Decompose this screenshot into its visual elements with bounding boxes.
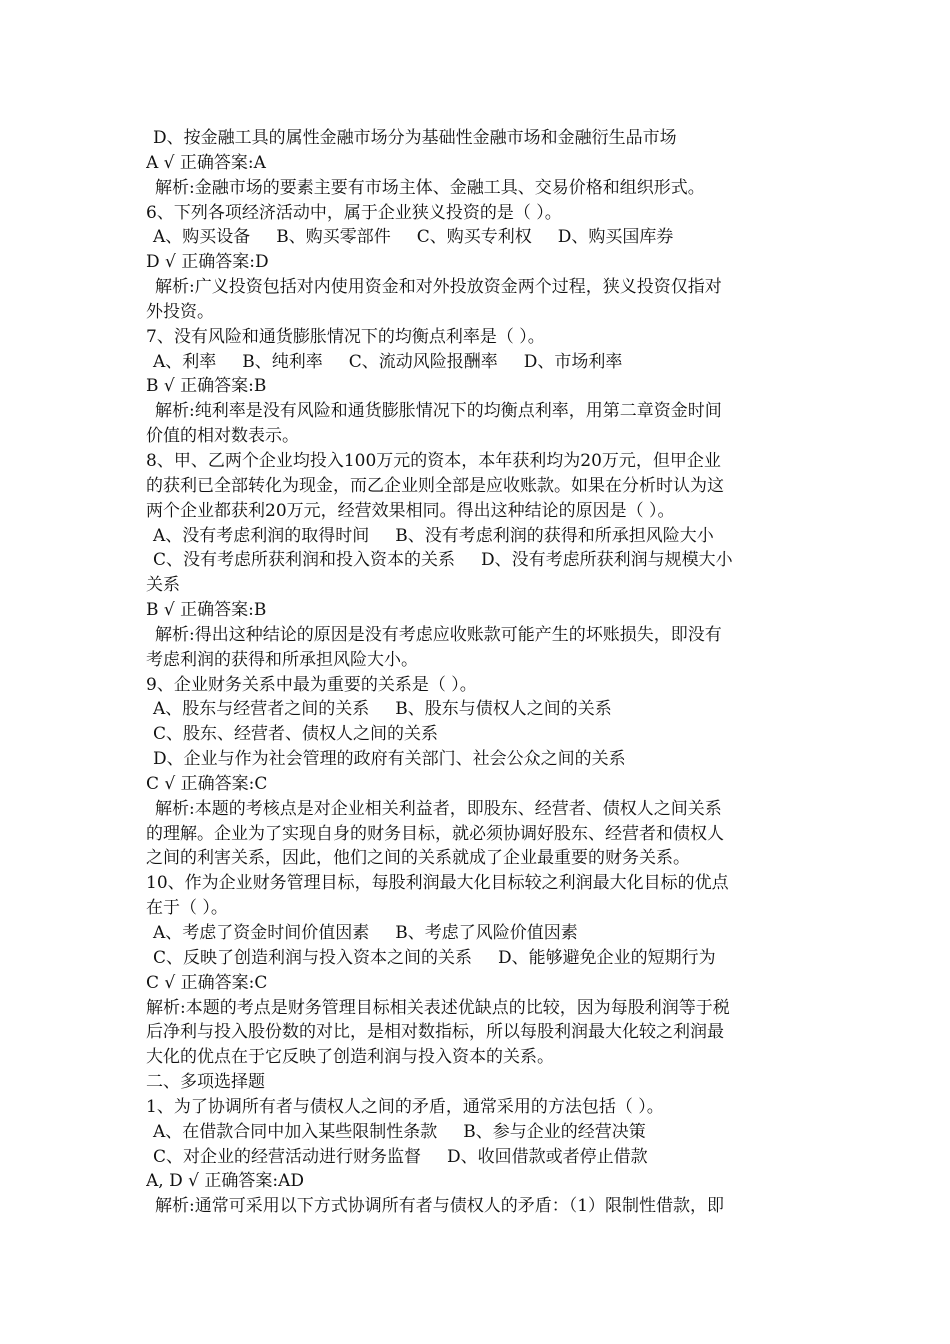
option-item: B、纯利率 bbox=[242, 351, 323, 372]
option-item: A、考虑了资金时间价值因素 bbox=[153, 923, 370, 943]
explain-line: 外投资。 bbox=[146, 301, 214, 322]
explain-line: 解析:纯利率是没有风险和通货膨胀情况下的均衡点利率，用第二章资金时间 bbox=[155, 401, 722, 422]
option-line: C、股东、经营者、债权人之间的关系 bbox=[153, 724, 439, 745]
option-item: D、购买国库券 bbox=[557, 227, 674, 248]
answer-line: B √ 正确答案:B bbox=[146, 600, 267, 621]
options-line bbox=[146, 1120, 810, 1145]
explain-line: 的理解。企业为了实现自身的财务目标，就必须协调好股东、经营者和债权人 bbox=[146, 823, 724, 844]
option-item: D、没有考虑所获利润与规模大小 bbox=[481, 550, 733, 571]
option-item: C、没有考虑所获利润和投入资本的关系 bbox=[153, 550, 456, 571]
options-line bbox=[146, 1145, 810, 1170]
explain-line: 大化的优点在于它反映了创造利润与投入资本的关系。 bbox=[146, 1047, 554, 1068]
question-line: 8、甲、乙两个企业均投入100万元的资本，本年获利均为20万元，但甲企业 bbox=[146, 450, 721, 471]
explain-line: 解析:得出这种结论的原因是没有考虑应收账款可能产生的坏账损失，即没有 bbox=[155, 624, 722, 645]
option-line: D、企业与作为社会管理的政府有关部门、社会公众之间的关系 bbox=[153, 749, 626, 770]
option-item: C、对企业的经营活动进行财务监督 bbox=[153, 1146, 422, 1167]
option-item: C、反映了创造利润与投入资本之间的关系 bbox=[153, 947, 473, 968]
answer-line: D √ 正确答案:D bbox=[146, 252, 269, 273]
option-item: D、能够避免企业的短期行为 bbox=[498, 947, 716, 968]
question-line: 9、企业财务关系中最为重要的关系是（ ）。 bbox=[146, 674, 477, 695]
heading-line: 二、多项选择题 bbox=[146, 1072, 265, 1093]
option-item: A、没有考虑利润的取得时间 bbox=[153, 525, 370, 546]
explain-line: 解析:本题的考点是财务管理目标相关表述优缺点的比较，因为每股利润等于税 bbox=[146, 997, 730, 1018]
question-line: 在于（ ）。 bbox=[146, 898, 228, 919]
options-line bbox=[146, 350, 810, 375]
option-item: A、在借款合同中加入某些限制性条款 bbox=[153, 1121, 438, 1142]
option-item: B、购买零部件 bbox=[276, 227, 391, 248]
explain-line: 解析:本题的考核点是对企业相关利益者，即股东、经营者、债权人之间关系 bbox=[155, 798, 722, 819]
explain-line: 考虑利润的获得和所承担风险大小。 bbox=[146, 649, 418, 670]
options-line bbox=[146, 225, 810, 250]
option-item: D、市场利率 bbox=[523, 351, 623, 372]
explain-line: 解析:通常可采用以下方式协调所有者与债权人的矛盾：（1）限制性借款，即 bbox=[155, 1196, 725, 1217]
answer-line: A, D √ 正确答案:AD bbox=[146, 1171, 304, 1192]
answer-line: C √ 正确答案:C bbox=[146, 773, 268, 794]
explain-line: 之间的利害关系，因此，他们之间的关系就成了企业最重要的财务关系。 bbox=[146, 848, 690, 869]
question-line: 10、作为企业财务管理目标，每股利润最大化目标较之利润最大化目标的优点 bbox=[146, 873, 729, 894]
options-line bbox=[146, 548, 810, 573]
options-line bbox=[146, 697, 810, 722]
option-item: C、流动风险报酬率 bbox=[348, 351, 498, 372]
option-item: B、没有考虑利润的获得和所承担风险大小 bbox=[395, 525, 714, 546]
explain-line: 解析:金融市场的要素主要有市场主体、金融工具、交易价格和组织形式。 bbox=[155, 177, 705, 198]
question-line: 6、下列各项经济活动中，属于企业狭义投资的是（ ）。 bbox=[146, 202, 562, 223]
option-item: C、购买专利权 bbox=[416, 227, 532, 248]
options-line bbox=[146, 921, 810, 946]
option-item: A、股东与经营者之间的关系 bbox=[153, 699, 370, 720]
option-item: B、股东与债权人之间的关系 bbox=[395, 699, 612, 720]
option-item: A、购买设备 bbox=[153, 227, 251, 248]
option-item: B、参与企业的经营决策 bbox=[463, 1121, 646, 1142]
question-line: 7、没有风险和通货膨胀情况下的均衡点利率是（ ）。 bbox=[146, 326, 545, 347]
option-line: D、按金融工具的属性金融市场分为基础性金融市场和金融衍生品市场 bbox=[153, 128, 677, 148]
option-item: A、利率 bbox=[153, 351, 217, 372]
option-line: 关系 bbox=[146, 575, 180, 596]
explain-line: 后净利与投入股份数的对比，是相对数指标，所以每股利润最大化较之利润最 bbox=[146, 1022, 724, 1043]
options-line bbox=[146, 946, 810, 971]
answer-line: C √ 正确答案:C bbox=[146, 972, 268, 993]
option-item: D、收回借款或者停止借款 bbox=[447, 1146, 648, 1167]
answer-line: A √ 正确答案:A bbox=[146, 152, 266, 173]
options-line bbox=[146, 524, 810, 549]
explain-line: 解析:广义投资包括对内使用资金和对外投放资金两个过程，狭义投资仅指对 bbox=[155, 277, 722, 298]
explain-line: 价值的相对数表示。 bbox=[146, 426, 299, 447]
answer-line: B √ 正确答案:B bbox=[146, 376, 267, 397]
question-line: 两个企业都获利20万元，经营效果相同。得出这种结论的原因是（ ）。 bbox=[146, 500, 675, 521]
question-line: 1、为了协调所有者与债权人之间的矛盾，通常采用的方法包括（ ）。 bbox=[146, 1096, 664, 1117]
option-item: B、考虑了风险价值因素 bbox=[395, 923, 578, 943]
question-line: 的获利已全部转化为现金，而乙企业则全部是应收账款。如果在分析时认为这 bbox=[146, 475, 724, 496]
document-body bbox=[146, 126, 810, 1219]
